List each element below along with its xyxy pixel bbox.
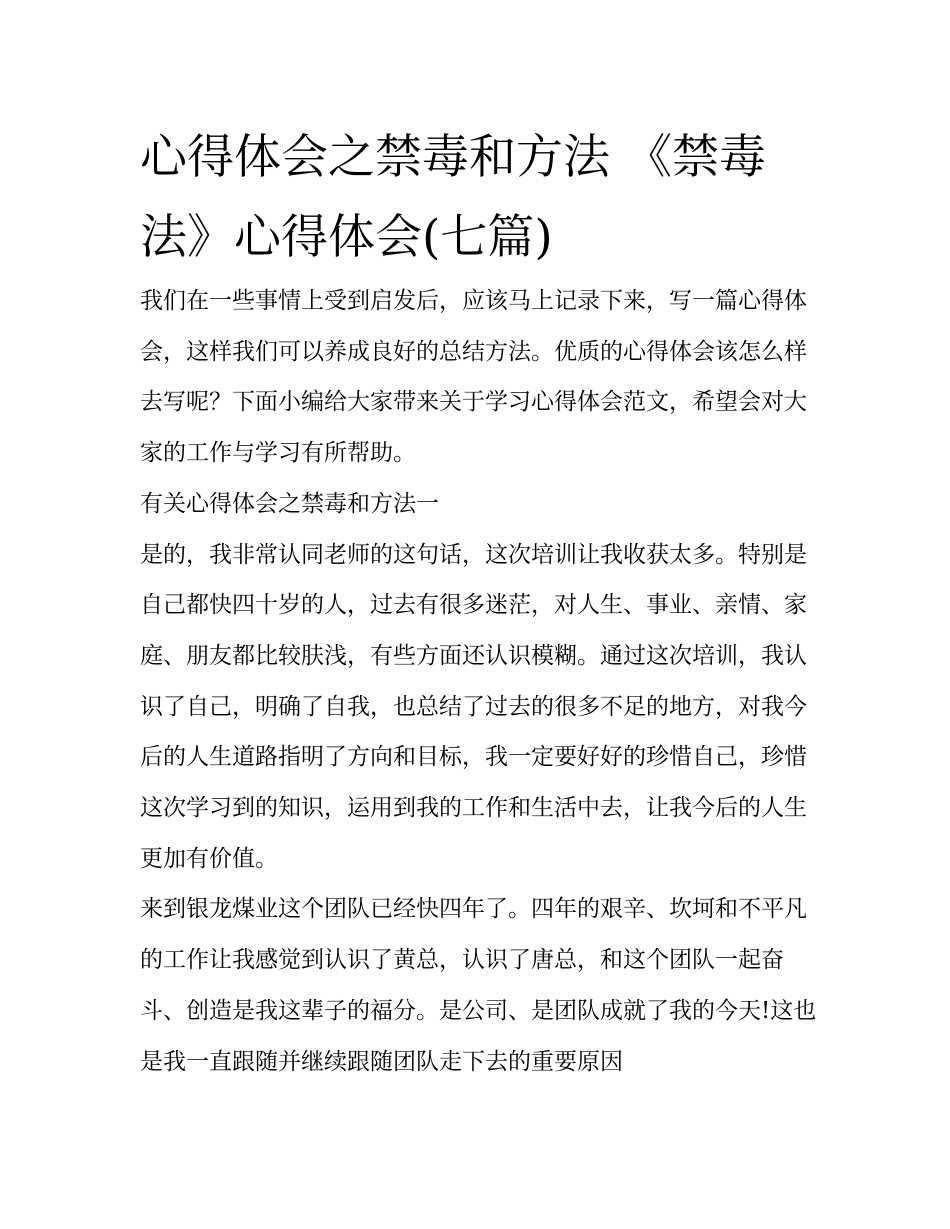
intro-paragraph: 我们在一些事情上受到启发后，应该马上记录下来，写一篇心得体会，这样我们可以养成良好的总结方法。优质的心得体会该怎么样去写呢？下面小编给大家带来关于学习心得体会范文，希望会对大家的工作与学习有所帮助。 <box>140 288 807 467</box>
section-heading: 有关心得体会之禁毒和方法一 <box>140 490 439 517</box>
document-title: 心得体会之禁毒和方法 《禁毒法》心得体会(七篇) <box>140 130 766 265</box>
body-paragraph: 来到银龙煤业这个团队已经快四年了。四年的艰辛、坎坷和不平凡的工作让我感觉到认识了黄总，认识了唐总，和这个团队一起奋斗、创造是我这辈子的福分。是公司、是团队成就了我的今天!这也是我一直跟随并继续跟随团队走下去的重要原因 <box>140 896 817 1075</box>
body-paragraph: 是的，我非常认同老师的这句话，这次培训让我收获太多。特别是自己都快四十岁的人，过去有很多迷茫，对人生、事业、亲情、家庭、朋友都比较肤浅，有些方面还认识模糊。通过这次培训，我认识了自己，明确了自我，也总结了过去的很多不足的地方，对我今后的人生道路指明了方向和目标，我一定要好好的珍惜自己，珍惜这次学习到的知识，运用到我的工作和生活中去，让我今后的人生更加有价值。 <box>140 541 807 872</box>
document-body <box>140 276 820 1087</box>
